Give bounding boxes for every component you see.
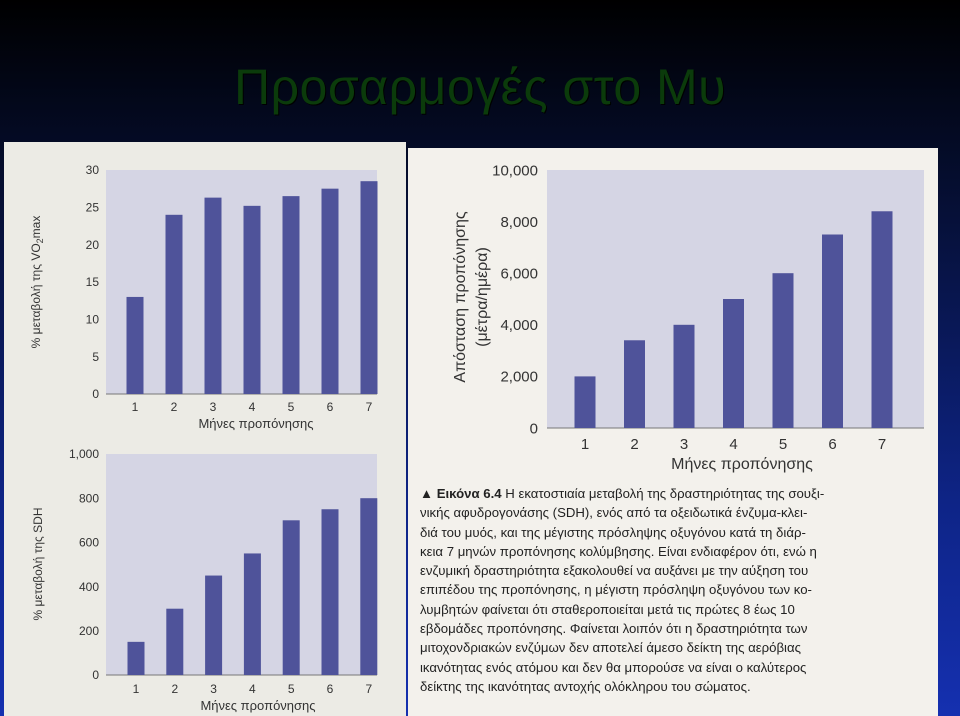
sdh-bar <box>244 553 261 675</box>
vo2-y-tick-label: 0 <box>92 387 99 402</box>
caption-line: δείκτης της ικανότητας αντοχής ολόκληρου του σώματος. <box>420 678 751 694</box>
figure-caption <box>420 484 932 716</box>
sdh-bar <box>360 498 377 675</box>
sdh-x-tick-label: 4 <box>249 682 256 696</box>
distance-x-tick-label: 7 <box>877 436 887 453</box>
sdh-bar <box>322 509 339 675</box>
caption-line <box>420 484 932 503</box>
caption-line: εβδομάδες προπόνησης. Φαίνεται λοιπόν ότι η δραστηριότητα των <box>420 621 808 637</box>
vo2-x-tick-label: 4 <box>248 400 256 414</box>
caption-text: Η εκατοστιαία μεταβολή της δραστηριότητας της σουξι- <box>505 486 825 501</box>
caption-line: κεια 7 μηνών προπόνησης κολύμβησης. Είναι ενδιαφέρον ότι, ενώ η <box>420 543 817 559</box>
vo2-x-tick-label: 7 <box>365 400 373 414</box>
vo2-y-tick-label: 5 <box>92 349 99 364</box>
caption-line: νικής αφυδρογονάσης (SDH), ενός από τα οξειδωτικά ένζυμα-κλει- <box>420 505 808 521</box>
sdh-y-tick-label: 1,000 <box>68 447 99 462</box>
sdh-y-axis-title: % μεταβολή της SDH <box>31 507 45 621</box>
vo2-y-tick-label: 30 <box>85 163 99 178</box>
vo2-x-tick-label: 5 <box>287 400 295 414</box>
distance-bar <box>822 235 843 429</box>
caption-line: λυμβητών φαίνεται ότι σταθεροποιείται μετά τις πρώτες 8 έως 10 <box>420 601 795 617</box>
vo2-y-tick-label: 20 <box>85 237 99 252</box>
sdh-x-tick-label: 5 <box>287 682 295 696</box>
sdh-x-tick-label: 2 <box>171 682 179 696</box>
distance-bar <box>872 211 893 428</box>
distance-x-tick-label: 2 <box>630 436 639 453</box>
sdh-y-tick-label: 800 <box>78 491 99 506</box>
vo2-bar <box>283 196 300 394</box>
distance-y-tick-label: 2,000 <box>500 368 538 386</box>
sdh-bar <box>166 609 183 675</box>
vo2-bar <box>166 215 183 394</box>
vo2-bar <box>127 297 144 394</box>
sdh-x-axis-title: Μήνες προπόνησης <box>200 698 316 713</box>
sdh-bar <box>205 576 222 675</box>
distance-y-tick-label: 8,000 <box>500 213 538 231</box>
caption-line: μιτοχονδριακών ενζύμων δεν αποτελεί άμεσο δείκτη της αερόβιας <box>420 640 801 656</box>
sdh-x-tick-label: 1 <box>132 682 140 696</box>
distance-y-axis-title-line1: Απόσταση προπόνησης <box>452 211 469 383</box>
vo2-y-tick-label: 10 <box>85 312 99 327</box>
caption-label: ▲ Εικόνα 6.4 <box>420 486 502 501</box>
distance-x-tick-label: 3 <box>679 436 689 453</box>
vo2-x-tick-label: 3 <box>209 400 217 414</box>
distance-y-tick-label: 10,000 <box>492 162 538 180</box>
sdh-bar <box>283 520 300 675</box>
distance-x-axis-title: Μήνες προπόνησης <box>671 456 813 473</box>
distance-x-tick-label: 1 <box>580 436 590 453</box>
distance-x-tick-label: 5 <box>778 436 788 453</box>
distance-y-tick-label: 0 <box>529 420 538 438</box>
sdh-x-tick-label: 7 <box>365 682 373 696</box>
vo2-bar <box>322 189 339 394</box>
distance-x-tick-label: 4 <box>729 436 738 453</box>
sdh-y-tick-label: 200 <box>78 624 99 638</box>
sdh-y-tick-label: 0 <box>92 668 99 683</box>
vo2-y-tick-label: 25 <box>85 200 99 215</box>
distance-bar <box>674 325 695 428</box>
vo2-bar <box>361 181 378 394</box>
slide-title: Προσαρμογές στο Μυ <box>233 59 727 115</box>
distance-y-axis-title-line2: (μέτρα/ημέρα) <box>474 247 491 347</box>
distance-bar <box>773 273 794 428</box>
vo2-x-tick-label: 6 <box>326 400 334 414</box>
sdh-bar <box>128 642 145 675</box>
vo2-x-tick-label: 1 <box>131 400 139 414</box>
distance-y-tick-label: 6,000 <box>500 265 538 283</box>
distance-bar <box>624 340 645 428</box>
distance-bar <box>575 376 596 428</box>
vo2-y-tick-label: 15 <box>85 275 99 290</box>
sdh-y-tick-label: 600 <box>78 535 99 550</box>
caption-line: ικανότητας ενός ατόμου και δεν θα μπορούσε να είναι ο καλύτερος <box>420 659 807 675</box>
caption-line: επιπέδου της προπόνησης, η μέγιστη πρόσληψη οξυγόνου των κο- <box>420 582 812 598</box>
sdh-y-tick-label: 400 <box>78 579 99 594</box>
caption-line: ενζυμική δραστηριότητα εξακολουθεί να αυξάνει με την αύξηση του <box>420 563 809 579</box>
vo2-bar <box>205 198 222 394</box>
vo2-bar <box>244 206 261 394</box>
vo2-x-tick-label: 2 <box>170 400 178 414</box>
vo2-x-axis-title: Μήνες προπόνησης <box>198 416 314 431</box>
distance-bar <box>723 299 744 428</box>
vo2-y-axis-title: % μεταβολή της $VO_2\max$ <box>29 215 45 349</box>
sdh-x-tick-label: 6 <box>326 682 334 696</box>
distance-x-tick-label: 6 <box>828 436 837 453</box>
sdh-x-tick-label: 3 <box>210 682 217 696</box>
distance-y-tick-label: 4,000 <box>500 317 538 335</box>
caption-line: διά του μυός, και της μέγιστης πρόσληψης οξυγόνου κατά τη διάρ- <box>420 524 806 540</box>
